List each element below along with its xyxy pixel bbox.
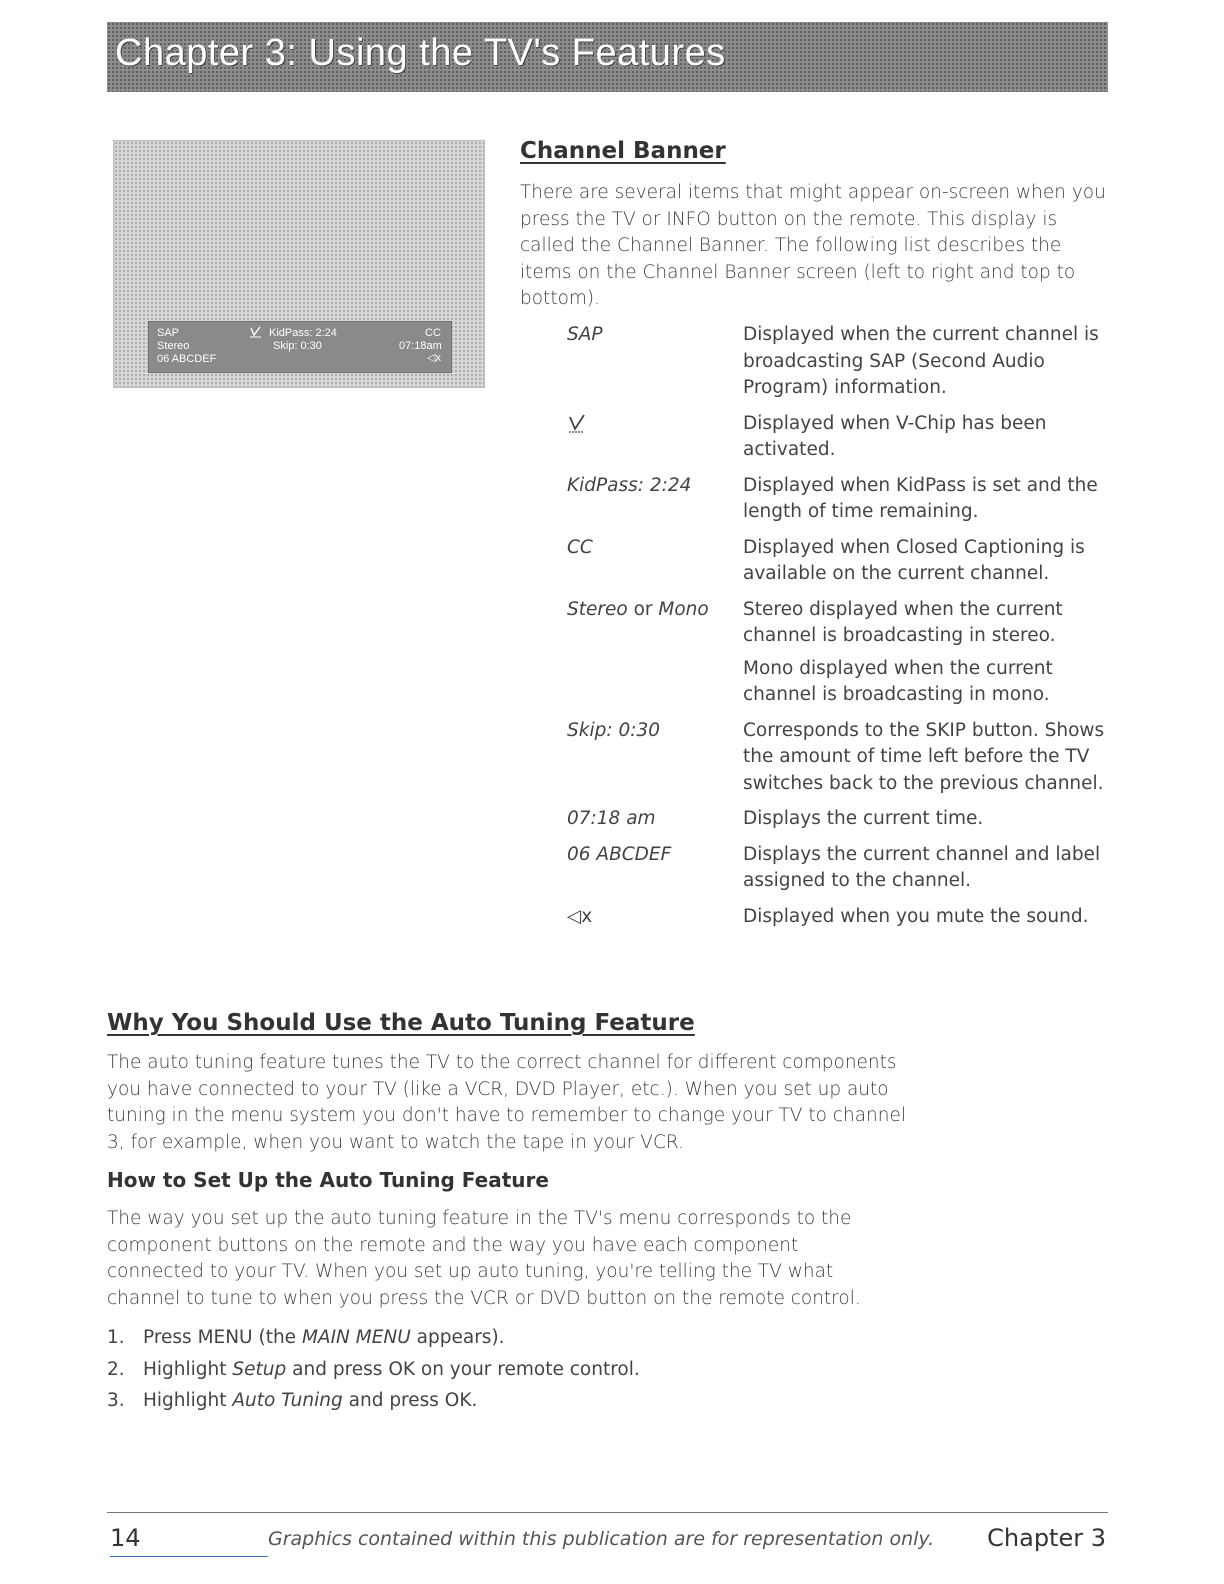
footer-note: Graphics contained within this publication are for representation only. — [268, 1528, 935, 1550]
definition-item — [567, 904, 1112, 931]
definition-item — [567, 322, 1112, 402]
tv-banner-cc: CC — [425, 327, 441, 339]
term-mono: Mono — [658, 598, 709, 620]
definition-description: Corresponds to the SKIP button. Shows the amount of time left before the TV switches back to the previous channel. — [743, 719, 1105, 794]
definition-item — [567, 535, 1112, 588]
definition-description: Displayed when you mute the sound. — [743, 905, 1089, 927]
definition-item — [567, 473, 1112, 526]
step-item — [107, 1354, 907, 1386]
definition-description: Displays the current time. — [743, 808, 984, 829]
channel-banner-definitions — [567, 322, 1112, 939]
page-number-underline — [110, 1556, 268, 1557]
footer-divider — [107, 1512, 1108, 1513]
tv-channel-banner — [148, 321, 452, 373]
definition-description: Displayed when V-Chip has been activated. — [743, 412, 1047, 460]
step-text: Highlight Setup and press OK on your remote control. — [143, 1358, 640, 1380]
term-or: or — [627, 598, 659, 620]
footer-chapter-label: Chapter 3 — [987, 1524, 1106, 1552]
definition-item — [567, 718, 1112, 798]
tv-banner-stereo: Stereo — [157, 340, 190, 352]
mute-icon: ◁x — [427, 352, 441, 364]
definition-term: SAP — [567, 324, 603, 345]
step-number: 3. — [107, 1390, 125, 1411]
vchip-icon — [249, 325, 262, 342]
definition-term — [567, 597, 743, 650]
tv-banner-time: 07:18am — [399, 340, 442, 352]
step-text: Press MENU (the MAIN MENU appears). — [143, 1327, 505, 1348]
definition-item — [567, 842, 1112, 895]
auto-tuning-heading: Why You Should Use the Auto Tuning Feature — [107, 1010, 695, 1036]
definition-term: 07:18 am — [567, 808, 656, 829]
vchip-icon — [567, 411, 743, 464]
definition-term: CC — [567, 536, 593, 558]
chapter-title: Chapter 3: Using the TV's Features — [115, 32, 726, 74]
tv-banner-channel: 06 ABCDEF — [157, 353, 217, 365]
tv-banner-skip: Skip: 0:30 — [273, 340, 322, 352]
auto-tuning-subheading: How to Set Up the Auto Tuning Feature — [107, 1168, 549, 1192]
step-item — [107, 1322, 907, 1354]
definition-description: Displayed when the current channel is broadcasting SAP (Second Audio Program) information. — [743, 324, 1099, 398]
definition-description: Displayed when Closed Captioning is available on the current channel. — [743, 536, 1085, 584]
tv-banner-sap: SAP — [157, 327, 180, 339]
auto-tuning-sub-body: The way you set up the auto tuning feature in the TV's menu corresponds to the component buttons on the remote and the way you have each component connected to your TV. When you set up auto tuning, you're telling the TV what channel to tune to when you press the VCR or DVD button on the remote control. — [107, 1208, 861, 1309]
channel-banner-intro: There are several items that might appear on-screen when you press the TV or INFO button on the remote. This display is called the Channel Banner. The following list describes the items on the Channel Banner screen (left to right and top to bottom). — [520, 182, 1106, 309]
definition-term: 06 ABCDEF — [567, 843, 672, 865]
definition-extra: Mono displayed when the current channel is broadcasting in mono. — [743, 657, 1053, 705]
step-text: Highlight Auto Tuning and press OK. — [143, 1390, 478, 1411]
term-stereo: Stereo — [567, 598, 628, 620]
step-item — [107, 1385, 907, 1417]
definition-description: Displayed when KidPass is set and the length of time remaining. — [743, 474, 1098, 522]
channel-banner-heading: Channel Banner — [520, 138, 726, 164]
tv-banner-kidpass: KidPass: 2:24 — [269, 327, 337, 339]
chapter-header — [107, 22, 1108, 92]
definition-item — [567, 806, 1112, 833]
mute-icon: ◁x — [567, 905, 593, 927]
definition-term: Skip: 0:30 — [567, 719, 660, 741]
page-number: 14 — [110, 1524, 141, 1552]
auto-tuning-body: The auto tuning feature tunes the TV to the correct channel for different components you have connected to your TV (like a VCR, DVD Player, etc.). When you set up auto tuning in the menu system you don't have to remember to change your TV to channel 3, for example, when you want to watch the tape in your VCR. — [107, 1052, 907, 1153]
definition-item — [567, 411, 1112, 464]
definition-description: Stereo displayed when the current channel is broadcasting in stereo. — [743, 598, 1063, 646]
definition-term: KidPass: 2:24 — [567, 474, 692, 496]
step-number: 2. — [107, 1358, 125, 1380]
definition-item — [567, 597, 1112, 650]
step-number: 1. — [107, 1327, 125, 1348]
tv-screen-illustration — [113, 140, 485, 388]
auto-tuning-steps — [107, 1322, 907, 1417]
definition-description: Displays the current channel and label assigned to the channel. — [743, 843, 1101, 891]
